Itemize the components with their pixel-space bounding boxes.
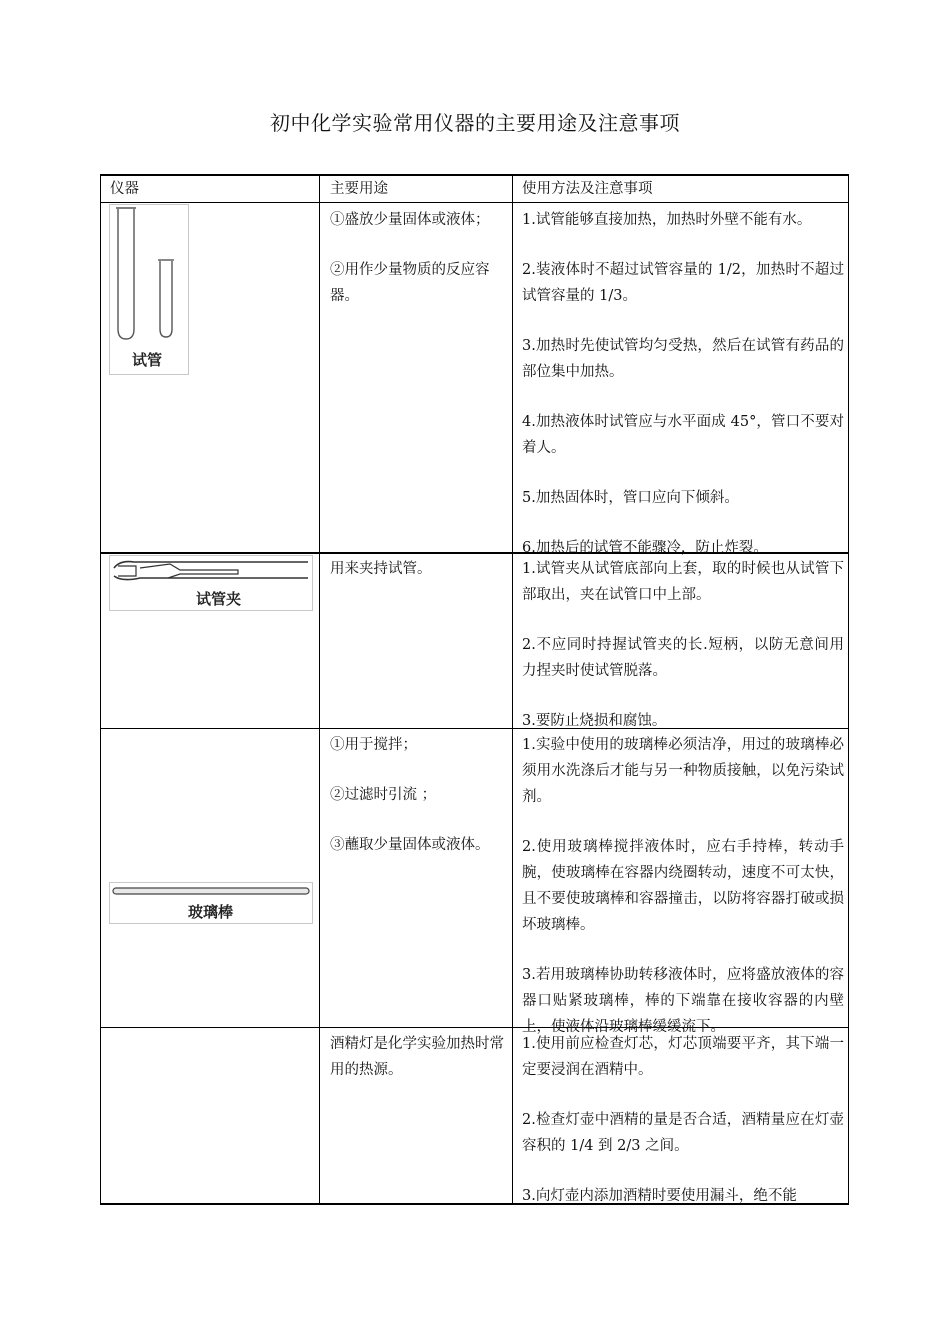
note-item: 2.检查灯壶中酒精的量是否合适，酒精量应在灯壶容积的 1/4 到 2/3 之间。 [522,1112,844,1154]
use-item: ②用作少量物质的反应容器。 [330,262,490,304]
use-item: ①盛放少量固体或液体； [330,212,490,228]
header-main-use: 主要用途 [330,181,388,197]
alcohol-lamp-uses [330,1031,512,1083]
column-divider [319,176,320,1203]
glass-rod-label: 玻璃棒 [188,903,234,921]
test-tube-uses [330,207,512,309]
note-item: 1.试管夹从试管底部向上套，取的时候也从试管下部取出，夹在试管口中上部。 [522,561,844,603]
use-item: ①用于搅拌； [330,737,417,753]
instrument-table [100,174,849,1205]
header-notes: 使用方法及注意事项 [522,181,653,197]
test-tube-image [109,204,189,375]
note-item: 3.加热时先使试管均匀受热，然后在试管有药品的部位集中加热。 [522,338,844,380]
note-item: 5.加热固体时，管口应向下倾斜。 [522,490,739,506]
page-title: 初中化学实验常用仪器的主要用途及注意事项 [270,111,680,135]
note-item: 1.使用前应检查灯芯，灯芯顶端要平齐，其下端一定要浸润在酒精中。 [522,1036,844,1078]
note-item: 2.使用玻璃棒搅拌液体时，应右手持棒，转动手腕，使玻璃棒在容器内绕圈转动，速度不可太快，且不要使玻璃棒和容器撞击，以防将容器打破或损坏玻璃棒。 [522,839,844,933]
note-item: 3.若用玻璃棒协助转移液体时，应将盛放液体的容器口贴紧玻璃棒，棒的下端靠在接收容器的内壁上，使液体沿玻璃棒缓缓流下。 [522,967,844,1035]
note-item: 3.要防止烧损和腐蚀。 [522,713,667,729]
use-item: 酒精灯是化学实验加热时常用的热源。 [330,1036,504,1078]
note-item: 2.装液体时不超过试管容量的 1/2，加热时不超过试管容量的 1/3。 [522,262,844,304]
test-tube-holder-uses [330,556,512,582]
note-item: 4.加热液体时试管应与水平面成 45°，管口不要对着人。 [522,414,844,456]
note-item: 1.试管能够直接加热，加热时外壁不能有水。 [522,212,812,228]
test-tube-holder-image [109,555,313,611]
test-tube-holder-notes [522,556,844,734]
test-tube-holder-label: 试管夹 [196,590,242,608]
use-item: ②过滤时引流 ； [330,787,437,803]
use-item: ③蘸取少量固体或液体。 [330,837,490,853]
glass-rod-uses [330,732,512,858]
glass-rod-notes [522,732,844,1040]
header-instrument: 仪器 [110,181,139,197]
note-item: 2.不应同时持握试管夹的长.短柄，以防无意间用力捏夹时使试管脱落。 [522,637,844,679]
column-divider [512,176,513,1203]
note-item: 1.实验中使用的玻璃棒必须洁净，用过的玻璃棒必须用水洗涤后才能与另一种物质接触，以免污染试剂。 [522,737,844,805]
alcohol-lamp-notes [522,1031,844,1209]
note-item: 6.加热后的试管不能骤冷，防止炸裂。 [522,540,768,556]
header-divider [101,202,848,203]
test-tube-notes [522,207,844,561]
test-tube-label: 试管 [132,351,163,369]
glass-rod-image [109,882,313,924]
use-item: 用来夹持试管。 [330,561,432,577]
note-item: 3.向灯壶内添加酒精时要使用漏斗，绝不能 [522,1188,797,1204]
